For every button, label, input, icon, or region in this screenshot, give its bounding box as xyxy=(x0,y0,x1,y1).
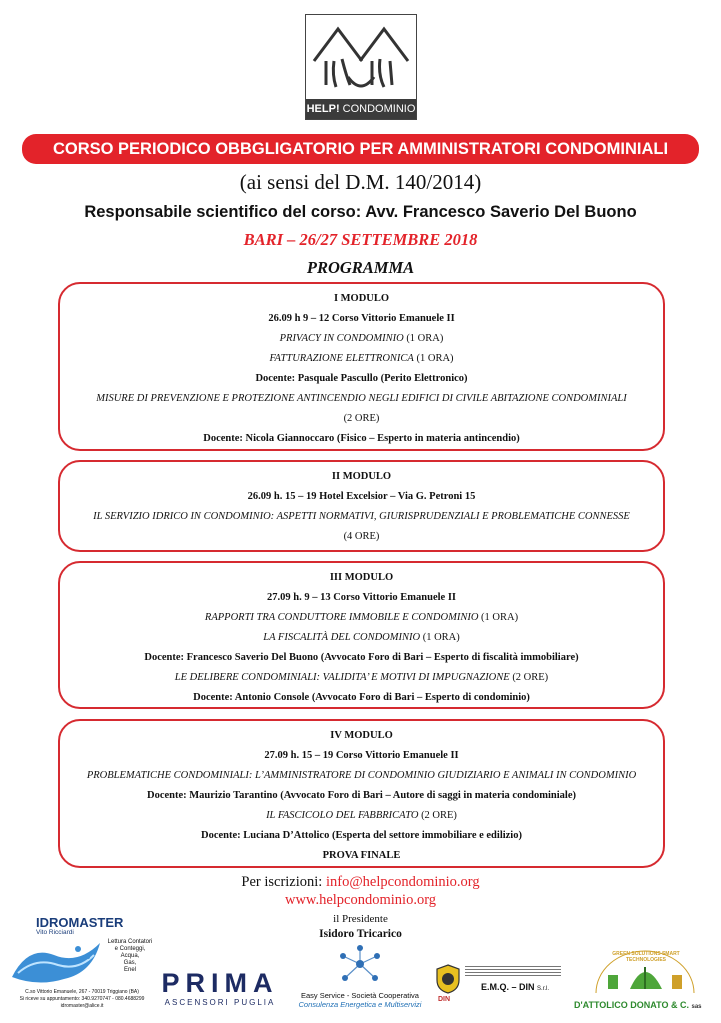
module-title: III MODULO xyxy=(329,572,394,583)
module-2-box xyxy=(58,460,665,552)
course-title-banner: CORSO PERIODICO OBBGLIGATORIO PER AMMINISTRATORI CONDOMINIALI xyxy=(22,134,699,164)
module-title: I MODULO xyxy=(333,293,390,304)
emq-badge-label: DIN xyxy=(438,996,451,1003)
president-name: Isidoro Tricarico xyxy=(319,928,402,940)
emq-fineprint xyxy=(465,966,561,978)
module-teacher: Docente: Maurizio Tarantino (Avvocato Foro di Bari – Autore di saggi in materia condominiale) xyxy=(146,790,576,801)
module-teacher: Docente: Pasquale Pascullo (Perito Elettronico) xyxy=(255,373,468,384)
final-exam: PROVA FINALE xyxy=(322,850,401,861)
module-topic: MISURE DI PREVENZIONE E PROTEZIONE ANTINCENDIO NEGLI EDIFICI DI CIVILE ABITAZIONE CONDOMINIALI xyxy=(96,393,627,404)
dattolico-arc-text: GREEN SOLUTIONS SMART TECHNOLOGIES xyxy=(612,951,680,963)
module-3-box xyxy=(58,561,665,709)
module-schedule: 27.09 h. 15 – 19 Corso Vittorio Emanuele II xyxy=(264,750,459,761)
houses-hands-icon xyxy=(306,15,416,99)
module-teacher: Docente: Nicola Giannoccaro (Fisico – Esperto in materia antincendio) xyxy=(203,433,520,444)
logo-wordmark: HELP! CONDOMINIO xyxy=(306,99,416,119)
website-link[interactable]: www.helpcondominio.org xyxy=(284,892,437,908)
legal-reference: (ai sensi del D.M. 140/2014) xyxy=(239,170,482,194)
program-heading: PROGRAMMA xyxy=(306,258,415,277)
sponsor-idromaster xyxy=(8,915,156,1020)
module-topic: IL FASCICOLO DEL FABBRICATO (2 ORE) xyxy=(266,810,457,821)
module-1-box xyxy=(58,282,665,451)
scientific-director: Responsabile scientifico del corso: Avv. Francesco Saverio Del Buono xyxy=(84,203,637,221)
registration-label: Per iscrizioni: xyxy=(241,874,326,890)
course-date: BARI – 26/27 SETTEMBRE 2018 xyxy=(243,230,478,249)
module-hours: (2 ORE) xyxy=(343,413,380,424)
module-schedule: 26.09 h 9 – 12 Corso Vittorio Emanuele II xyxy=(268,313,455,324)
module-title: II MODULO xyxy=(331,471,392,482)
prima-name: PRIMA xyxy=(161,968,279,998)
idromaster-contacts: C.so Vittorio Emanuele, 267 - 70019 Triggiano (BA) Si riceve su appuntamento: 340.9270747 - 080.4688299 idromaster@alice.it xyxy=(19,989,145,1009)
module-topic: RAPPORTI TRA CONDUTTORE IMMOBILE E CONDOMINIO (1 ORA) xyxy=(204,612,519,623)
sponsor-emq-din xyxy=(435,962,565,1012)
emq-name: E.M.Q. – DIN S.r.l. xyxy=(481,982,550,992)
module-topic: PROBLEMATICHE CONDOMINIALI: L’AMMINISTRATORE DI CONDOMINIO GIUDIZIARIO E ANIMALI IN CONDOMINIO xyxy=(86,770,637,781)
module-4-box xyxy=(58,719,665,868)
water-splash-icon xyxy=(8,937,104,987)
module-topic: LE DELIBERE CONDOMINIALI: VALIDITA’ E MOTIVI DI IMPUGNAZIONE (2 ORE) xyxy=(174,672,549,683)
registration-email-link[interactable]: info@helpcondominio.org xyxy=(325,874,480,890)
module-topic: PRIVACY IN CONDOMINIO (1 ORA) xyxy=(279,333,444,344)
module-topic: IL SERVIZIO IDRICO IN CONDOMINIO: ASPETTI NORMATIVI, GIURISPRUDENZIALI E PROBLEMATICHE CONNESSE xyxy=(93,511,630,522)
module-topic: FATTURAZIONE ELETTRONICA (1 ORA) xyxy=(269,353,454,364)
module-teacher: Docente: Antonio Console (Avvocato Foro di Bari – Esperto di condominio) xyxy=(193,692,530,703)
emq-badge-icon xyxy=(435,964,461,994)
idromaster-services: Lettura Contatori e Conteggi, Acqua, Gas, Enel xyxy=(107,939,153,973)
idromaster-owner: Vito Ricciardi xyxy=(36,929,74,936)
sponsor-easy-service xyxy=(290,944,430,1014)
module-schedule: 26.09 h. 15 – 19 Hotel Excelsior – Via G. Petroni 15 xyxy=(247,491,476,502)
easy-service-sub: Consulenza Energetica e Multiservizi xyxy=(298,1000,422,1009)
easy-service-name: Easy Service - Società Cooperativa xyxy=(301,991,419,1000)
dattolico-name: D'ATTOLICO DONATO & C. sas xyxy=(574,1000,702,1010)
module-title: IV MODULO xyxy=(330,730,393,741)
network-nodes-icon xyxy=(335,944,385,986)
module-schedule: 27.09 h. 9 – 13 Corso Vittorio Emanuele II xyxy=(267,592,456,603)
president-label: il Presidente xyxy=(333,913,388,925)
help-condominio-logo xyxy=(305,14,417,120)
sponsor-prima xyxy=(156,968,284,1013)
idromaster-name: IDROMASTER xyxy=(36,915,124,930)
module-hours: (4 ORE) xyxy=(343,531,380,542)
module-topic: LA FISCALITÀ DEL CONDOMINIO (1 ORA) xyxy=(263,632,460,643)
registration-line xyxy=(0,874,721,891)
module-teacher: Docente: Francesco Saverio Del Buono (Avvocato Foro di Bari – Esperto di fiscalità immobiliare) xyxy=(144,652,579,663)
sponsor-dattolico xyxy=(570,945,721,1015)
module-teacher: Docente: Luciana D’Attolico (Esperta del settore immobiliare e edilizio) xyxy=(201,830,522,841)
prima-sub: ASCENSORI PUGLIA xyxy=(164,998,276,1007)
